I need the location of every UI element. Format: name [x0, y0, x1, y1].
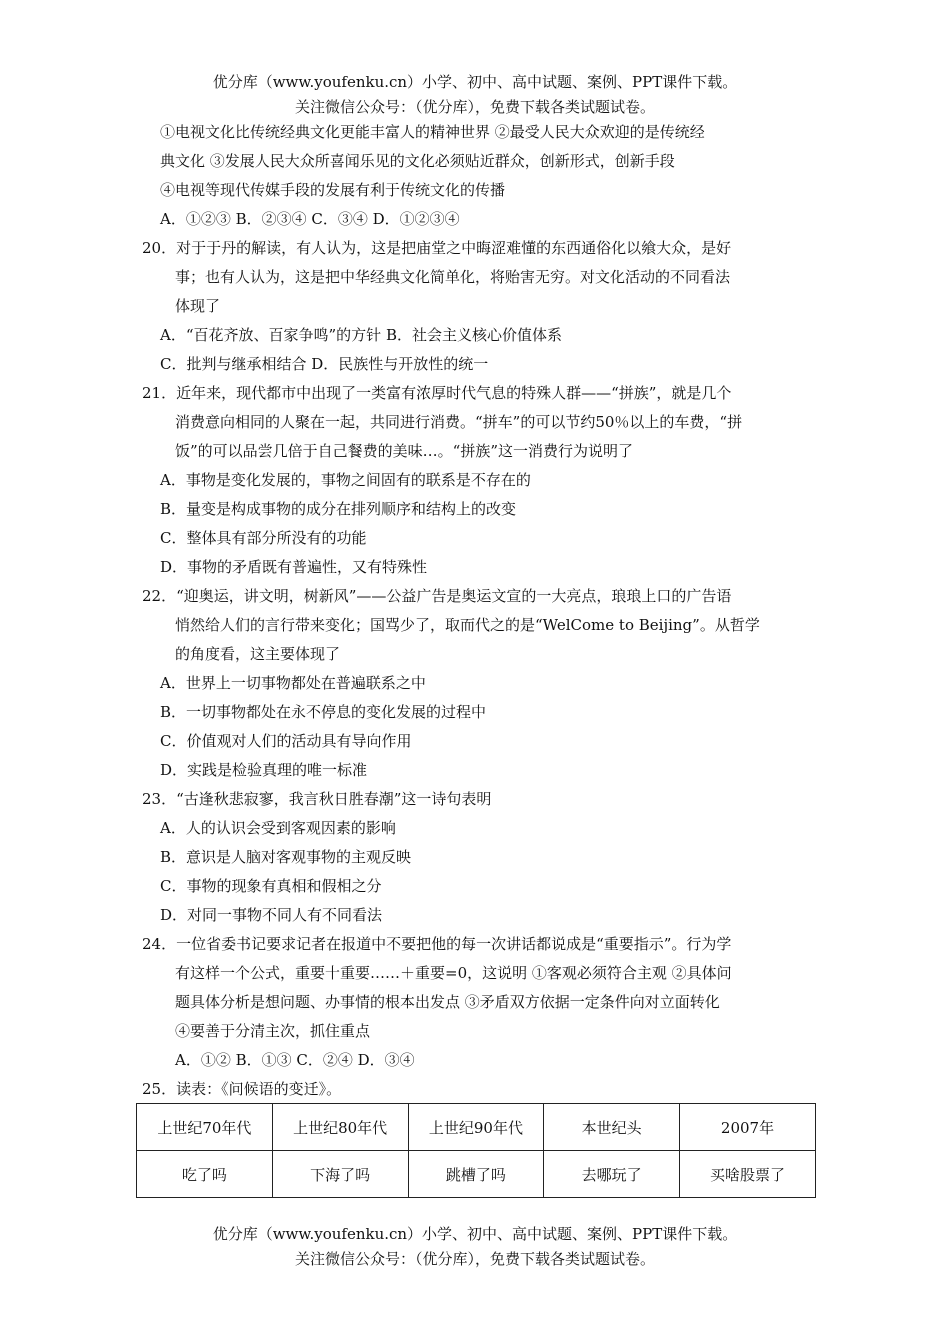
q20-stem-3: 体现了	[175, 297, 221, 315]
table-header-row	[137, 1104, 816, 1151]
table-cell: 上世纪80年代	[272, 1104, 408, 1151]
table-cell: 2007年	[680, 1104, 816, 1151]
q20-stem-1: 20．对于于丹的解读，有人认为，这是把庙堂之中晦涩难懂的东西通俗化以飨大众，是好	[142, 239, 732, 257]
q19-choices: A．①②③ B．②③④ C．③④ D．①②③④	[160, 210, 460, 228]
q20-choices-ab: A．“百花齐放、百家争鸣”的方针 B．社会主义核心价值体系	[160, 326, 562, 344]
page-footer	[0, 1222, 950, 1272]
header-line-1: 优分库（www.youfenku.cn）小学、初中、高中试题、案例、PPT课件下载。	[212, 73, 738, 91]
header-line-2: 关注微信公众号：（优分库），免费下载各类试题试卷。	[294, 98, 655, 116]
table-cell: 去哪玩了	[544, 1151, 680, 1198]
q19-option-text-3: ④电视等现代传媒手段的发展有利于传统文化的传播	[160, 181, 506, 199]
exam-content	[142, 118, 810, 1104]
table-cell: 上世纪90年代	[408, 1104, 544, 1151]
q23-choice-c: C．事物的现象有真相和假相之分	[160, 877, 382, 895]
q19-option-text-2: 典文化 ③发展人民大众所喜闻乐见的文化必须贴近群众，创新形式，创新手段	[160, 152, 675, 170]
greeting-changes-table	[136, 1103, 816, 1198]
q21-choice-c: C．整体具有部分所没有的功能	[160, 529, 367, 547]
q24-stem-4: ④要善于分清主次，抓住重点	[175, 1022, 371, 1040]
q22-choice-b: B．一切事物都处在永不停息的变化发展的过程中	[160, 703, 487, 721]
q22-choice-c: C．价值观对人们的活动具有导向作用	[160, 732, 412, 750]
footer-line-2: 关注微信公众号：（优分库），免费下载各类试题试卷。	[294, 1250, 655, 1268]
q22-stem-2: 悄然给人们的言行带来变化；国骂少了，取而代之的是“WelCome to Beijing”。从哲学	[175, 616, 760, 634]
table-cell: 本世纪头	[544, 1104, 680, 1151]
q22-stem-1: 22．“迎奥运，讲文明，树新风”——公益广告是奥运文宣的一大亮点，琅琅上口的广告语	[142, 587, 732, 605]
q24-stem-3: 题具体分析是想问题、办事情的根本出发点 ③矛盾双方依据一定条件向对立面转化	[175, 993, 720, 1011]
table-row	[137, 1151, 816, 1198]
table-cell: 上世纪70年代	[137, 1104, 273, 1151]
table-cell: 跳槽了吗	[408, 1151, 544, 1198]
q23-choice-b: B．意识是人脑对客观事物的主观反映	[160, 848, 412, 866]
q25-stem-1: 25．读表：《问候语的变迁》。	[142, 1080, 342, 1098]
table-cell: 下海了吗	[272, 1151, 408, 1198]
q20-stem-2: 事；也有人认为，这是把中华经典文化简单化，将贻害无穷。对文化活动的不同看法	[175, 268, 731, 286]
q21-choice-d: D．事物的矛盾既有普遍性，又有特殊性	[160, 558, 428, 576]
q21-stem-1: 21．近年来，现代都市中出现了一类富有浓厚时代气息的特殊人群——“拼族”，就是几个	[142, 384, 732, 402]
q21-choice-b: B．量变是构成事物的成分在排列顺序和结构上的改变	[160, 500, 517, 518]
q20-choices-cd: C．批判与继承相结合 D．民族性与开放性的统一	[160, 355, 489, 373]
q24-stem-1: 24．一位省委书记要求记者在报道中不要把他的每一次讲话都说成是“重要指示”。行为学	[142, 935, 732, 953]
table-cell: 买啥股票了	[680, 1151, 816, 1198]
page-header	[0, 70, 950, 120]
q19-option-text-1: ①电视文化比传统经典文化更能丰富人的精神世界 ②最受人民大众欢迎的是传统经	[160, 123, 705, 141]
q23-choice-a: A．人的认识会受到客观因素的影响	[160, 819, 396, 837]
q22-stem-3: 的角度看，这主要体现了	[175, 645, 341, 663]
q24-choices: A．①② B．①③ C．②④ D．③④	[175, 1051, 415, 1069]
q21-stem-2: 消费意向相同的人聚在一起，共同进行消费。“拼车”的可以节约50％以上的车费，“拼	[175, 413, 743, 431]
footer-line-1: 优分库（www.youfenku.cn）小学、初中、高中试题、案例、PPT课件下载。	[212, 1225, 738, 1243]
q21-choice-a: A．事物是变化发展的，事物之间固有的联系是不存在的	[160, 471, 531, 489]
table-cell: 吃了吗	[137, 1151, 273, 1198]
q21-stem-3: 饭”的可以品尝几倍于自己餐费的美味…。“拼族”这一消费行为说明了	[175, 442, 634, 460]
q24-stem-2: 有这样一个公式，重要十重要……＋重要=0，这说明 ①客观必须符合主观 ②具体问	[175, 964, 732, 982]
q22-choice-a: A．世界上一切事物都处在普遍联系之中	[160, 674, 426, 692]
q23-stem-1: 23．“古逢秋悲寂寥，我言秋日胜春潮”这一诗句表明	[142, 790, 492, 808]
q23-choice-d: D．对同一事物不同人有不同看法	[160, 906, 383, 924]
q22-choice-d: D．实践是检验真理的唯一标准	[160, 761, 368, 779]
